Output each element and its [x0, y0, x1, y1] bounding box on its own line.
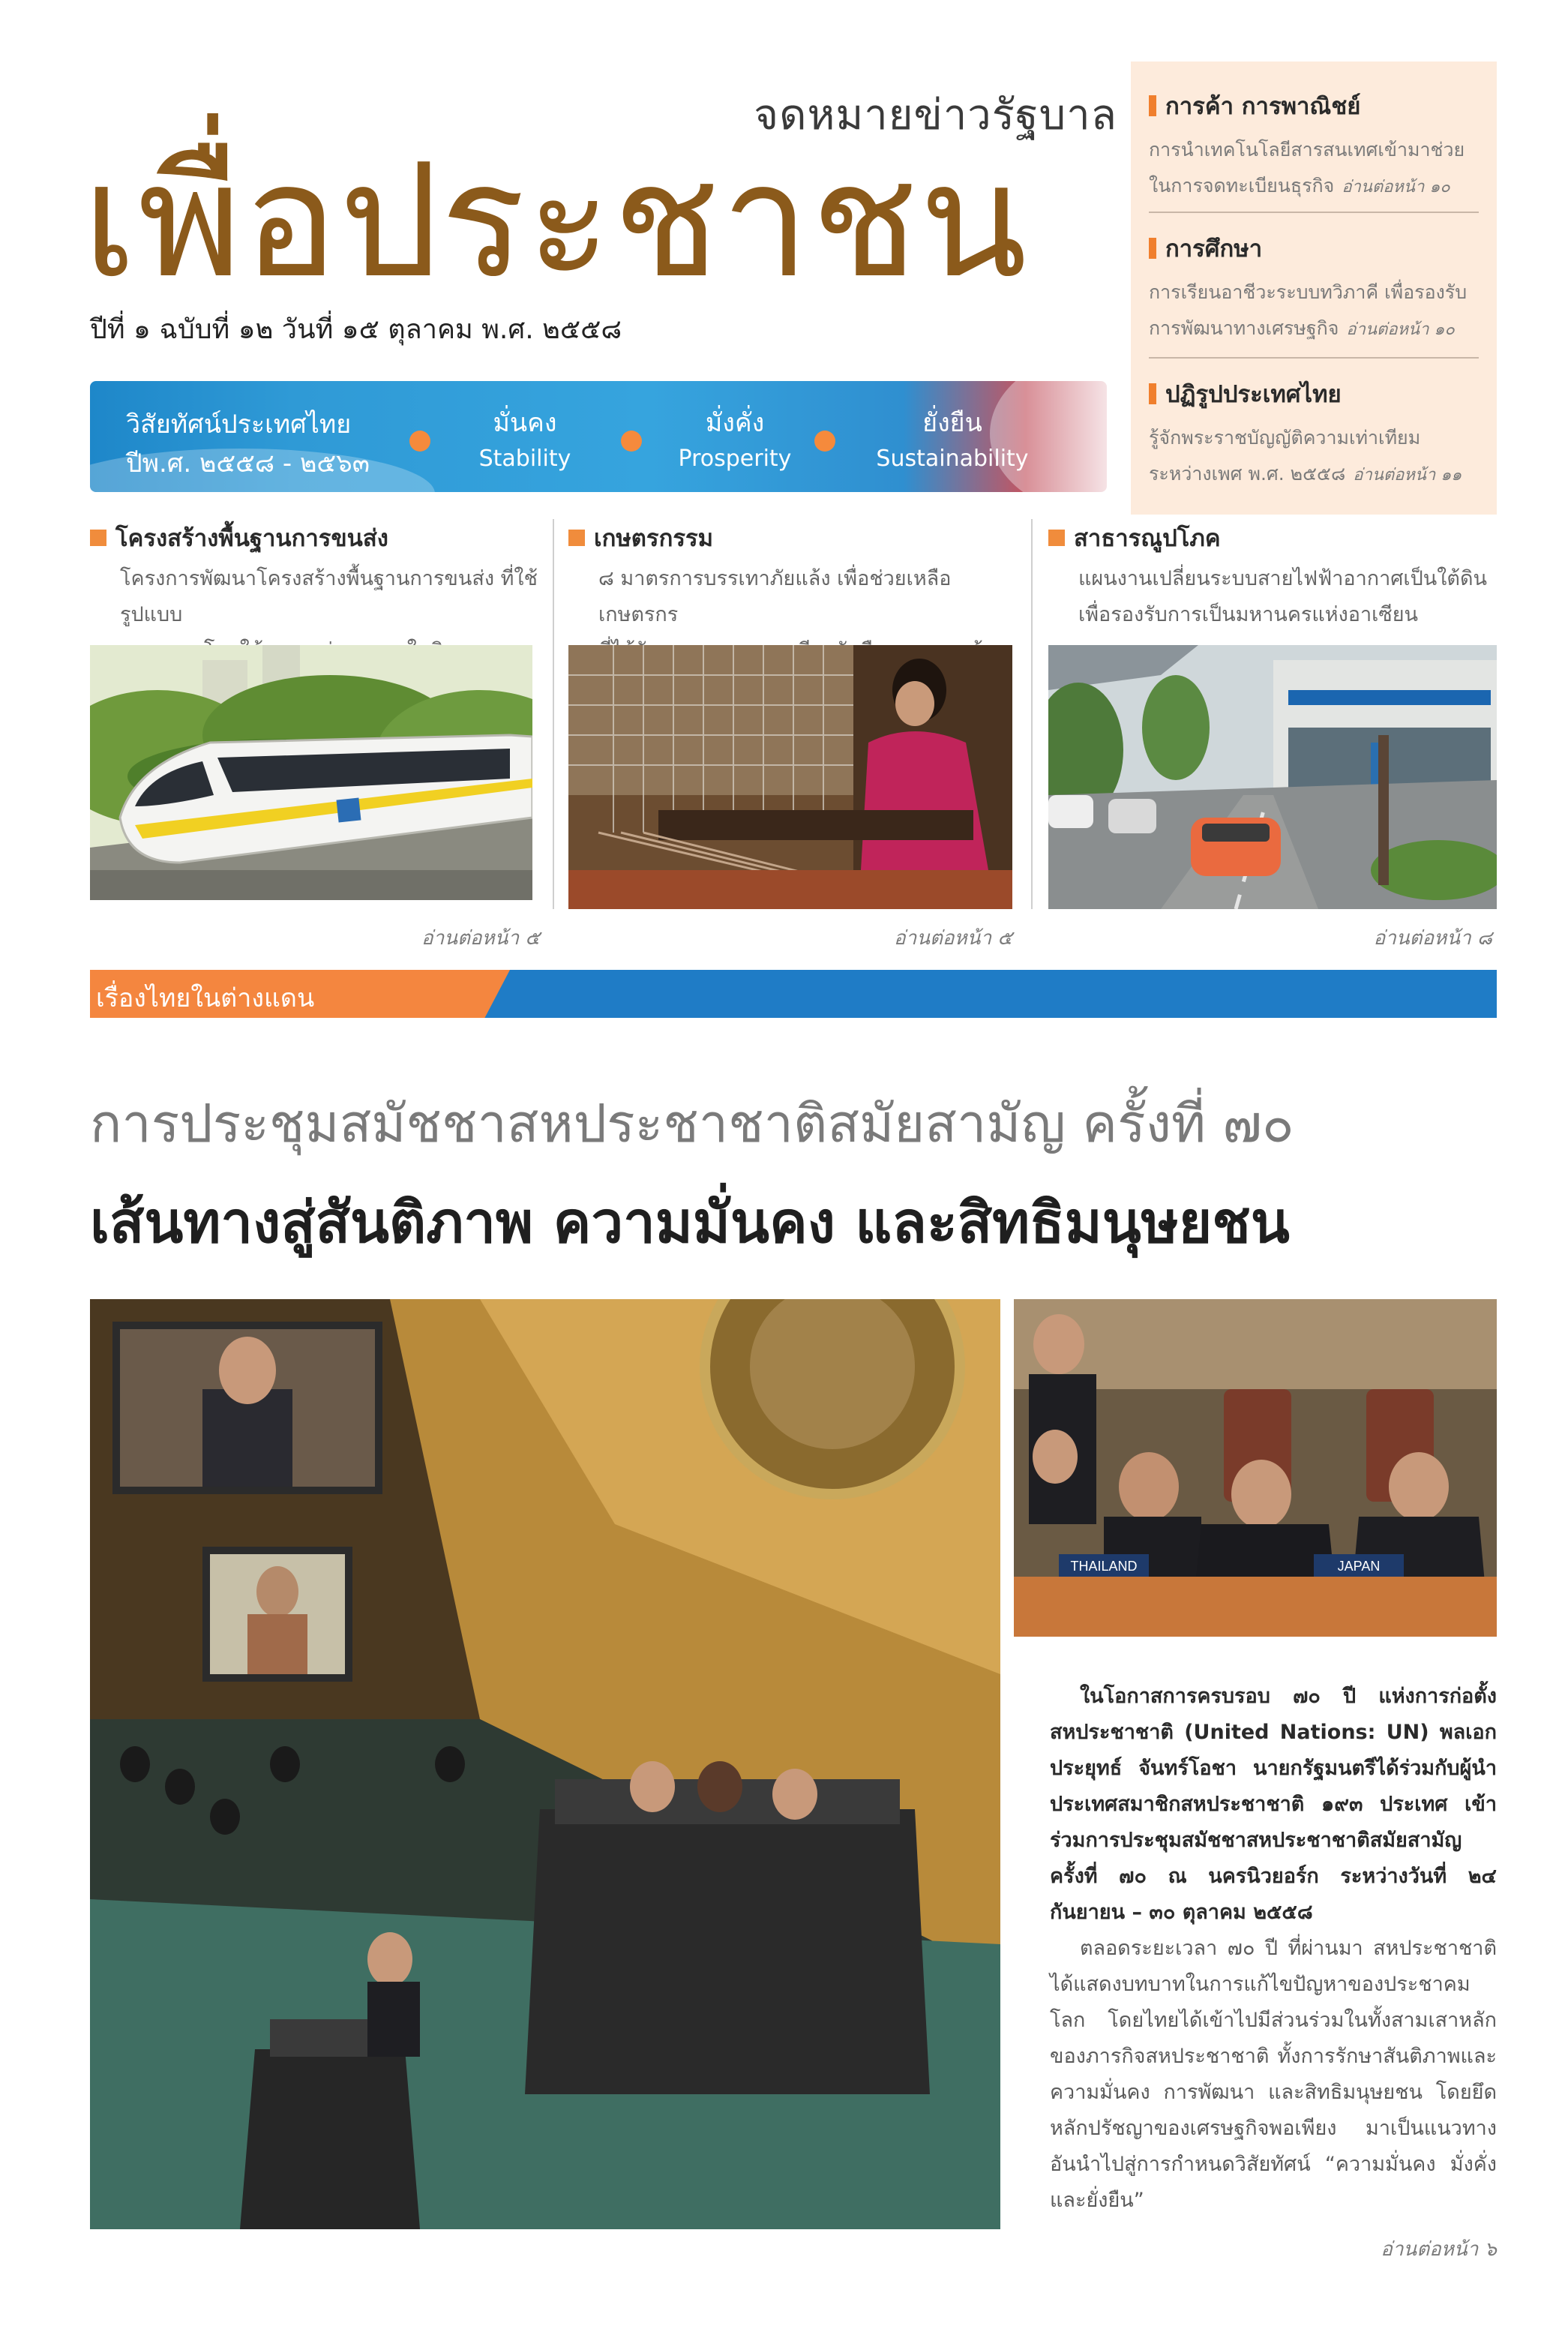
- read-more-link[interactable]: อ่านต่อหน้า ๘: [1373, 927, 1492, 950]
- pillar-en: Sustainability: [876, 446, 1029, 472]
- section-bar: [90, 970, 1497, 1018]
- pillar-th: มั่งคั่ง: [705, 408, 765, 438]
- bullet-icon: [568, 530, 585, 546]
- pillar-sustainability: [847, 402, 1057, 472]
- issue-info: ปีที่ ๑ ฉบับที่ ๑๒ วันที่ ๑๕ ตุลาคม พ.ศ. ๒๕๕๘: [90, 314, 622, 345]
- highlight-commerce[interactable]: [1149, 87, 1479, 206]
- article-lead: ในโอกาสการครบรอบ ๗๐ ปี แห่งการก่อตั้งสหประชาชาติ (United Nations: UN) พลเอก ประยุทธ์ จันทร์โอชา นายกรัฐมนตรีได้ร่วมกับผู้นำประเทศสมาชิกสหประชาชาติ ๑๙๓ ประเทศ เข้าร่วมการประชุมสมัชชาสหประชาชาติสมัยสามัญ ครั้งที่ ๗๐ ณ นครนิวยอร์ก ระหว่างวันที่ ๒๔ กันยายน – ๓๐ ตุลาคม ๒๕๕๘: [1050, 1685, 1497, 1924]
- monorail-photo: [90, 645, 532, 900]
- divider: [1149, 212, 1479, 213]
- pillar-en: Prosperity: [678, 446, 792, 472]
- read-more-link[interactable]: อ่านต่อหน้า ๑๐: [1346, 320, 1455, 339]
- read-more-link[interactable]: อ่านต่อหน้า ๕: [894, 927, 1012, 950]
- weaving-photo: [568, 645, 1012, 909]
- article-body: ตลอดระยะเวลา ๗๐ ปี ที่ผ่านมา สหประชาชาติได้แสดงบทบาทในการแก้ไขปัญหาของประชาคมโลก โดยไทยได้เข้าไปมีส่วนร่วมในทั้งสามเสาหลักของภารกิจสหประชาชาติ ทั้งการรักษาสันติภาพและความมั่นคง การพัฒนา และสิทธิมนุษยชน โดยยึดหลักปรัชญาของเศรษฐกิจพอเพียง มาเป็นแนวทาง อันนำไปสู่การกำหนดวิสัยทัศน์ “ความมั่นคง มั่งคั่ง และยั่งยืน”: [1050, 1937, 1497, 2212]
- read-more-link[interactable]: อ่านต่อหน้า ๖: [1381, 2238, 1497, 2261]
- column-divider: [553, 519, 554, 909]
- pillar-prosperity: [652, 402, 817, 472]
- column-divider: [1031, 519, 1033, 909]
- bullet-dot-icon: [814, 431, 835, 452]
- bullet-dot-icon: [621, 431, 642, 452]
- highlight-heading: การค้า การพาณิชย์: [1165, 93, 1361, 120]
- column-text-line: แผนงานเปลี่ยนระบบสายไฟฟ้าอากาศเป็นใต้ดิน: [1078, 567, 1487, 590]
- column-heading: สาธารณูปโภค: [1074, 525, 1221, 552]
- vision-title: วิสัยทัศน์ประเทศไทย: [126, 410, 352, 440]
- newsletter-subtitle: จดหมายข่าวรัฐบาล: [754, 91, 1117, 140]
- column-text-line: ๘ มาตรการบรรเทาภัยแล้ง เพื่อช่วยเหลือเกษตรกร: [598, 567, 952, 626]
- read-more-link[interactable]: อ่านต่อหน้า ๑๑: [1353, 466, 1462, 485]
- bullet-icon: [1149, 238, 1156, 259]
- leaders-meeting-photo: [1014, 1299, 1497, 1637]
- japan-nameplate: JAPAN: [1337, 1559, 1381, 1574]
- pillar-th: ยั่งยืน: [922, 408, 982, 438]
- street-photo: [1048, 645, 1497, 909]
- column-text-line: เพื่อรองรับการเป็นมหานครแห่งอาเซียน: [1078, 603, 1418, 626]
- highlight-reform[interactable]: [1149, 375, 1479, 494]
- vision-years: ปีพ.ศ. ๒๕๕๘ - ๒๕๖๓: [126, 449, 370, 479]
- column-heading: เกษตรกรรม: [594, 525, 714, 552]
- pillar-en: Stability: [478, 446, 571, 472]
- highlight-heading: ปฏิรูปประเทศไทย: [1165, 381, 1342, 408]
- pillar-th: มั่นคง: [493, 408, 557, 438]
- bullet-icon: [1048, 530, 1065, 546]
- column-heading: โครงสร้างพื้นฐานการขนส่ง: [115, 525, 388, 552]
- highlight-text: การเรียนอาชีวะระบบทวิภาคี เพื่อรองรับการพัฒนาทางเศรษฐกิจ: [1149, 281, 1468, 339]
- column-text-line: โครงการพัฒนาโครงสร้างพื้นฐานการขนส่ง ที่ใช้รูปแบบ: [120, 567, 538, 626]
- highlights-box: [1131, 62, 1497, 515]
- read-more-link[interactable]: อ่านต่อหน้า ๑๐: [1342, 178, 1450, 197]
- bullet-icon: [1149, 95, 1156, 116]
- article: [1050, 1679, 1497, 2264]
- newsletter-title: เพื่อประชาชน: [82, 129, 1029, 313]
- bullet-icon: [1149, 383, 1156, 404]
- divider: [1149, 357, 1479, 359]
- highlight-text: รู้จักพระราชบัญญัติความเท่าเทียมระหว่างเพศ พ.ศ. ๒๕๕๘: [1149, 427, 1421, 485]
- column-utilities[interactable]: [1048, 519, 1498, 633]
- highlight-education[interactable]: [1149, 230, 1479, 348]
- vision-banner: [90, 381, 1107, 492]
- highlight-heading: การศึกษา: [1165, 236, 1263, 263]
- un-general-assembly-photo: [90, 1299, 1000, 2229]
- section-label: เรื่องไทยในต่างแดน: [96, 983, 315, 1013]
- bullet-dot-icon: [409, 431, 430, 452]
- bullet-icon: [90, 530, 106, 546]
- headline-primary: การประชุมสมัชชาสหประชาชาติสมัยสามัญ ครั้งที่ ๗๐: [90, 1093, 1294, 1154]
- pillar-stability: [442, 402, 607, 472]
- highlight-text: การนำเทคโนโลยีสารสนเทศเข้ามาช่วยในการจดทะเบียนธุรกิจ: [1149, 139, 1465, 197]
- headline-secondary: เส้นทางสู่สันติภาพ ความมั่นคง และสิทธิมนุษยชน: [90, 1189, 1290, 1256]
- read-more-link[interactable]: อ่านต่อหน้า ๕: [421, 927, 540, 950]
- thailand-nameplate: THAILAND: [1070, 1559, 1138, 1574]
